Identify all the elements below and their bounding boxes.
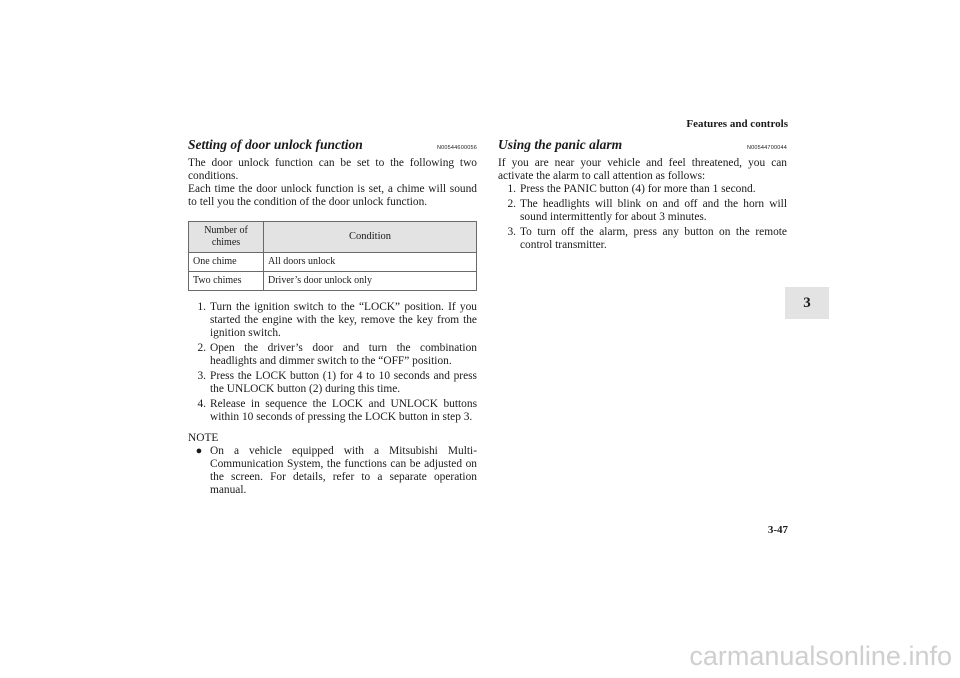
table-cell: All doors unlock (264, 253, 477, 272)
step-text: Press the PANIC button (4) for more than 1 second. (520, 183, 756, 195)
intro-paragraph: The door unlock function can be set to the following two conditions. (188, 157, 477, 182)
step-text: Press the LOCK button (1) for 4 to 10 seconds and press the UNLOCK button (2) during this time. (210, 370, 477, 395)
step-number: 3. (507, 226, 516, 238)
chime-condition-table (188, 221, 477, 291)
list-item (188, 398, 477, 424)
section-heading-panic-alarm: Using the panic alarm (498, 137, 623, 152)
note-text: On a vehicle equipped with a Mitsubishi Multi-Communication System, the functions can be adjusted on the screen. For details, refer to a separate operation manual. (210, 445, 477, 496)
table-cell: Driver’s door unlock only (264, 272, 477, 291)
running-header: Features and controls (686, 118, 788, 130)
note-item (188, 445, 477, 497)
table-header-row (189, 222, 477, 253)
step-number: 3. (197, 370, 206, 382)
bullet-icon: ● (195, 445, 203, 457)
step-number: 1. (507, 183, 516, 195)
step-number: 1. (197, 301, 206, 313)
column-header-condition: Condition (264, 222, 477, 253)
section-heading-row (188, 138, 477, 155)
section-code: N00544700044 (746, 145, 787, 151)
watermark-text: carmanualsonline.info (689, 641, 952, 671)
table-row (189, 253, 477, 272)
list-item (188, 370, 477, 396)
intro-paragraph: If you are near your vehicle and feel threatened, you can activate the alarm to call attention as follows: (498, 157, 787, 182)
table-cell: Two chimes (189, 272, 264, 291)
chapter-tab: 3 (785, 287, 829, 319)
procedure-steps (498, 183, 787, 252)
step-text: To turn off the alarm, press any button on the remote control transmitter. (520, 226, 787, 251)
table-cell: One chime (189, 253, 264, 272)
step-number: 2. (507, 198, 516, 210)
procedure-steps (188, 301, 477, 424)
step-text: Open the driver’s door and turn the combination headlights and dimmer switch to the “OFF” position. (210, 342, 477, 367)
step-text: Release in sequence the LOCK and UNLOCK buttons within 10 seconds of pressing the LOCK button in step 3. (210, 398, 477, 423)
left-column (188, 138, 477, 497)
column-header-chimes: Number of chimes (189, 222, 264, 253)
step-number: 2. (197, 342, 206, 354)
section-heading-door-unlock: Setting of door unlock function (188, 137, 363, 152)
step-text: Turn the ignition switch to the “LOCK” position. If you started the engine with the key, remove the key from the ignition switch. (210, 301, 477, 339)
list-item (188, 301, 477, 340)
note-label: NOTE (188, 432, 219, 444)
list-item (498, 183, 787, 196)
table-row (189, 272, 477, 291)
list-item (498, 226, 787, 252)
page-number: 3-47 (767, 524, 788, 536)
right-column (498, 138, 787, 254)
section-heading-row (498, 138, 787, 155)
intro-paragraph-2: Each time the door unlock function is set, a chime will sound to tell you the condition of the door unlock function. (188, 183, 477, 208)
list-item (498, 198, 787, 224)
step-text: The headlights will blink on and off and the horn will sound intermittently for about 3 minutes. (520, 198, 787, 223)
section-code: N00544600056 (436, 145, 477, 151)
list-item (188, 342, 477, 368)
step-number: 4. (197, 398, 206, 410)
